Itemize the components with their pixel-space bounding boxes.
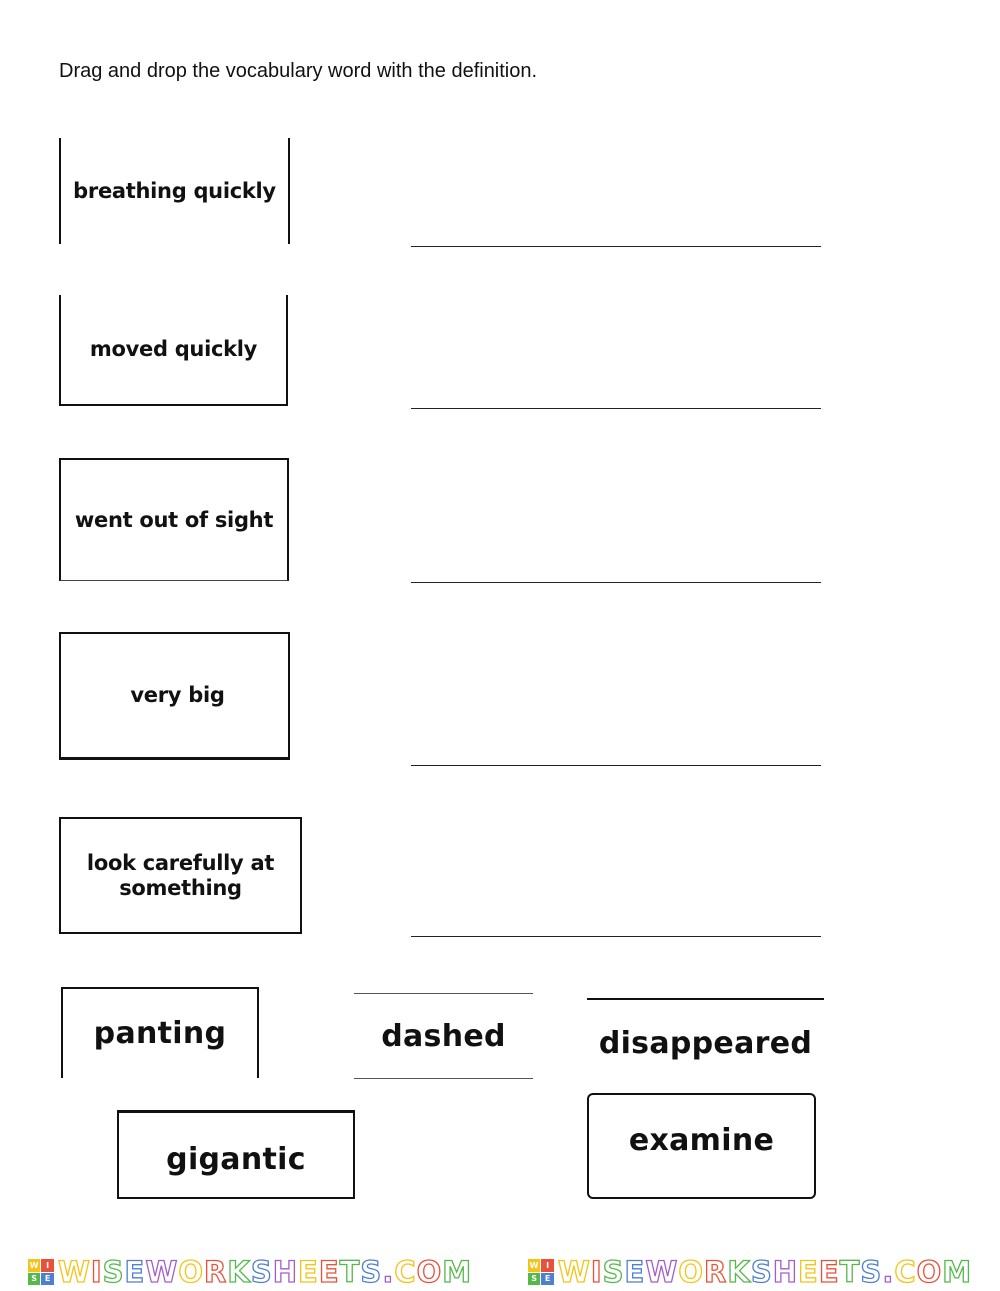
watermark-footer <box>0 1253 1000 1291</box>
word-card-examine[interactable] <box>587 1093 816 1199</box>
word-card-disappeared[interactable] <box>587 998 824 1084</box>
definition-card-3[interactable] <box>59 458 289 581</box>
word-card-gigantic[interactable] <box>117 1110 355 1199</box>
definition-text: went out of sight <box>74 507 274 532</box>
watermark-logo-icon: W I S E <box>528 1259 554 1285</box>
definition-card-5[interactable] <box>59 817 302 934</box>
watermark-text: WISEWORKSHEETS.COM <box>57 1255 473 1289</box>
word-text: gigantic <box>166 1141 306 1177</box>
word-text: panting <box>93 1016 227 1051</box>
answer-drop-line-5[interactable] <box>411 936 821 937</box>
word-text: examine <box>628 1122 775 1158</box>
instruction-text: Drag and drop the vocabulary word with the definition. <box>59 60 538 82</box>
definition-text: breathing quickly <box>73 178 276 203</box>
definition-card-1[interactable] <box>59 138 290 244</box>
word-card-dashed[interactable] <box>354 993 533 1079</box>
word-text: dashed <box>381 1018 506 1054</box>
definition-card-4[interactable] <box>59 632 290 760</box>
word-text: disappeared <box>598 1025 813 1061</box>
definition-text: very big <box>130 683 225 707</box>
answer-drop-line-4[interactable] <box>411 765 821 766</box>
definition-text: look carefully at something <box>86 850 275 900</box>
word-card-panting[interactable] <box>61 987 259 1078</box>
definition-card-2[interactable] <box>59 295 288 406</box>
watermark-logo-icon: W I S E <box>28 1259 54 1285</box>
watermark-text: WISEWORKSHEETS.COM <box>557 1255 973 1289</box>
answer-drop-line-2[interactable] <box>411 408 821 409</box>
watermark-brand <box>28 1255 472 1289</box>
answer-drop-line-1[interactable] <box>411 246 821 247</box>
watermark-brand <box>528 1255 972 1289</box>
answer-drop-line-3[interactable] <box>411 582 821 583</box>
definition-text: moved quickly <box>89 337 258 361</box>
